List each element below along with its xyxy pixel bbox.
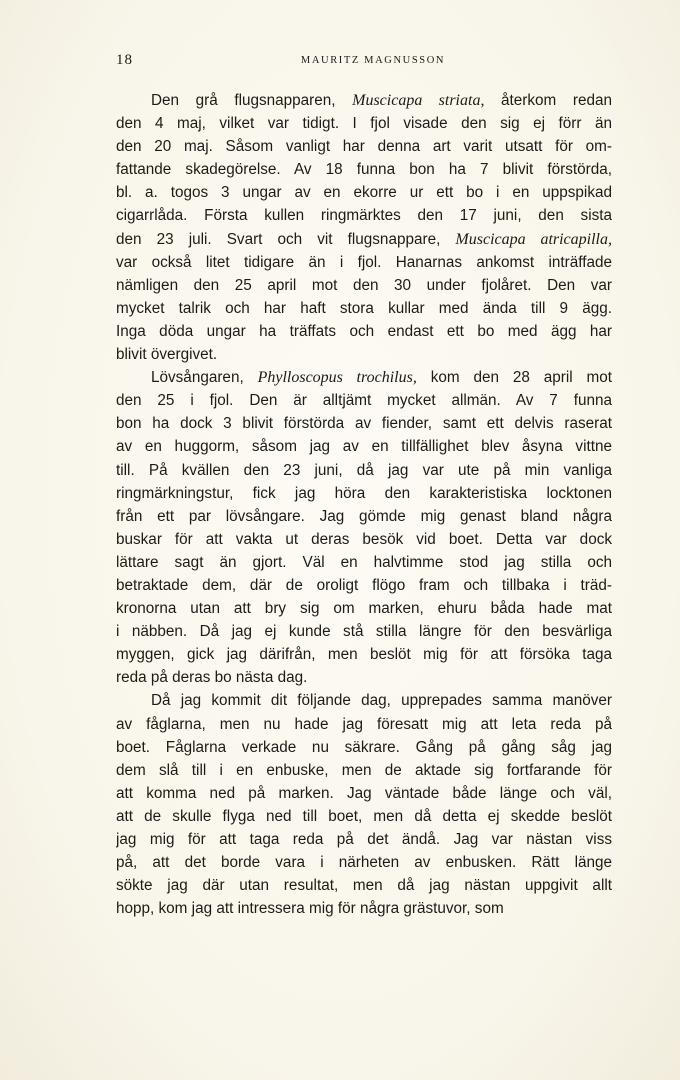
text-line <box>116 89 612 112</box>
text-line <box>116 736 612 759</box>
text-line <box>116 505 612 528</box>
text-line <box>116 851 612 874</box>
text-segment: myggen, gick jag därifrån, men beslöt mig för att försöka taga <box>116 646 612 664</box>
text-segment: till. På kvällen den 23 juni, då jag var ute på min vanliga <box>116 461 612 479</box>
page-header <box>116 52 612 74</box>
text-line <box>116 689 612 712</box>
text-segment: sökte jag där utan resultat, men då jag nästan uppgivit allt <box>116 877 612 895</box>
text-segment: kronorna utan att bry sig om marken, ehuru båda hade mat <box>116 600 612 618</box>
text-line <box>116 759 612 782</box>
species-name: Muscicapa striata, <box>352 92 485 109</box>
text-line <box>116 528 612 551</box>
text-line <box>116 597 612 620</box>
text-segment: Lövsångaren, <box>151 369 258 387</box>
text-line <box>116 135 612 158</box>
text-line <box>116 897 612 920</box>
text-segment: på, att det borde vara i närheten av enbusken. Rätt länge <box>116 854 612 872</box>
text-line <box>116 620 612 643</box>
text-line <box>116 551 612 574</box>
text-segment: av en huggorm, såsom jag av en tillfällighet blev åsyna vittne <box>116 438 612 456</box>
text-line <box>116 320 612 343</box>
text-segment: bon ha dock 3 blivit förstörda av fiender, samt ett delvis raserat <box>116 415 612 433</box>
text-segment: den 25 i fjol. Den är alltjämt mycket allmän. Av 7 funna <box>116 392 612 410</box>
text-line <box>116 482 612 505</box>
text-line <box>116 343 612 366</box>
text-line <box>116 459 612 482</box>
text-segment: att komma ned på marken. Jag väntade både länge och väl, <box>116 784 612 802</box>
text-line <box>116 274 612 297</box>
text-segment: blivit övergivet. <box>116 346 218 364</box>
page-number: 18 <box>116 52 133 68</box>
text-segment: kom den 28 april mot <box>416 369 612 387</box>
text-line <box>116 366 612 389</box>
text-segment: boet. Fåglarna verkade nu säkrare. Gång på gång såg jag <box>116 738 612 756</box>
text-line <box>116 412 612 435</box>
text-segment: buskar för att vakta ut deras besök vid boet. Detta var dock <box>116 530 612 548</box>
text-segment: mycket talrik och har haft stora kullar med ända till 9 ägg. <box>116 299 612 317</box>
text-segment: att de skulle flyga ned till boet, men då detta ej skedde beslöt <box>116 807 612 825</box>
text-segment: återkom redan <box>484 92 612 109</box>
text-line <box>116 204 612 227</box>
text-line <box>116 435 612 458</box>
text-segment: jag mig för att taga reda på det ändå. Jag var nästan viss <box>116 831 612 848</box>
text-segment: dem slå till i en enbuske, men de aktade sig fortfarande för <box>116 761 612 779</box>
text-segment: i näbben. Då jag ej kunde stå stilla längre för den besvärliga <box>116 623 612 641</box>
running-head: MAURITZ MAGNUSSON <box>300 55 446 66</box>
text-segment: betraktade dem, där de oroligt flögo fram och tillbaka i träd- <box>116 576 612 594</box>
text-line <box>116 574 612 597</box>
text-segment: var också litet tidigare än i fjol. Hanarnas ankomst inträffade <box>116 253 612 271</box>
text-line <box>116 158 612 181</box>
species-name: Muscicapa atricapilla, <box>455 230 612 248</box>
text-segment: hopp, kom jag att intressera mig för några grästuvor, som <box>116 900 504 918</box>
text-segment: bl. a. togos 3 ungar av en ekorre ur ett bo i en uppspikad <box>116 184 612 202</box>
text-segment: den 4 maj, vilket var tidigt. I fjol visade den sig ej förr än <box>116 115 612 133</box>
text-segment: från ett par lövsångare. Jag gömde mig genast bland några <box>116 507 612 525</box>
text-segment: den 23 juli. Svart och vit flugsnappare, <box>116 230 456 248</box>
text-segment: ringmärkningstur, fick jag höra den karakteristiska locktonen <box>116 484 612 502</box>
text-line <box>116 782 612 805</box>
text-line <box>116 251 612 274</box>
text-line <box>116 805 612 828</box>
text-segment: cigarrlåda. Första kullen ringmärktes den 17 juni, den sista <box>116 207 612 225</box>
text-line <box>116 713 612 736</box>
species-name: Phylloscopus trochilus, <box>257 369 417 387</box>
body-text <box>116 89 612 920</box>
text-line <box>116 643 612 666</box>
text-segment: lättare sagt än gjort. Väl en halvtimme stod jag stilla och <box>116 553 612 571</box>
text-segment: fattande skadegörelse. Av 18 funna bon ha 7 blivit förstörda, <box>116 161 612 179</box>
text-segment: Då jag kommit dit följande dag, upprepades samma manöver <box>151 692 612 710</box>
text-segment: Inga döda ungar ha träffats och endast ett bo med ägg har <box>116 322 612 340</box>
text-segment: av fåglarna, men nu hade jag föresatt mig att leta reda på <box>116 715 612 733</box>
paragraph <box>116 689 612 920</box>
text-segment: Den grå flugsnapparen, <box>151 92 353 109</box>
text-line <box>116 297 612 320</box>
text-line <box>116 828 612 851</box>
text-line <box>116 112 612 135</box>
paragraph <box>116 89 612 366</box>
text-segment: reda på deras bo nästa dag. <box>116 669 308 687</box>
text-line <box>116 666 612 689</box>
paragraph <box>116 366 612 689</box>
text-segment: den 20 maj. Såsom vanligt har denna art varit utsatt för om- <box>116 138 612 156</box>
text-line <box>116 389 612 412</box>
text-line <box>116 181 612 204</box>
text-line <box>116 228 612 251</box>
text-line <box>116 874 612 897</box>
text-segment: nämligen den 25 april mot den 30 under fjolåret. Den var <box>116 276 612 294</box>
